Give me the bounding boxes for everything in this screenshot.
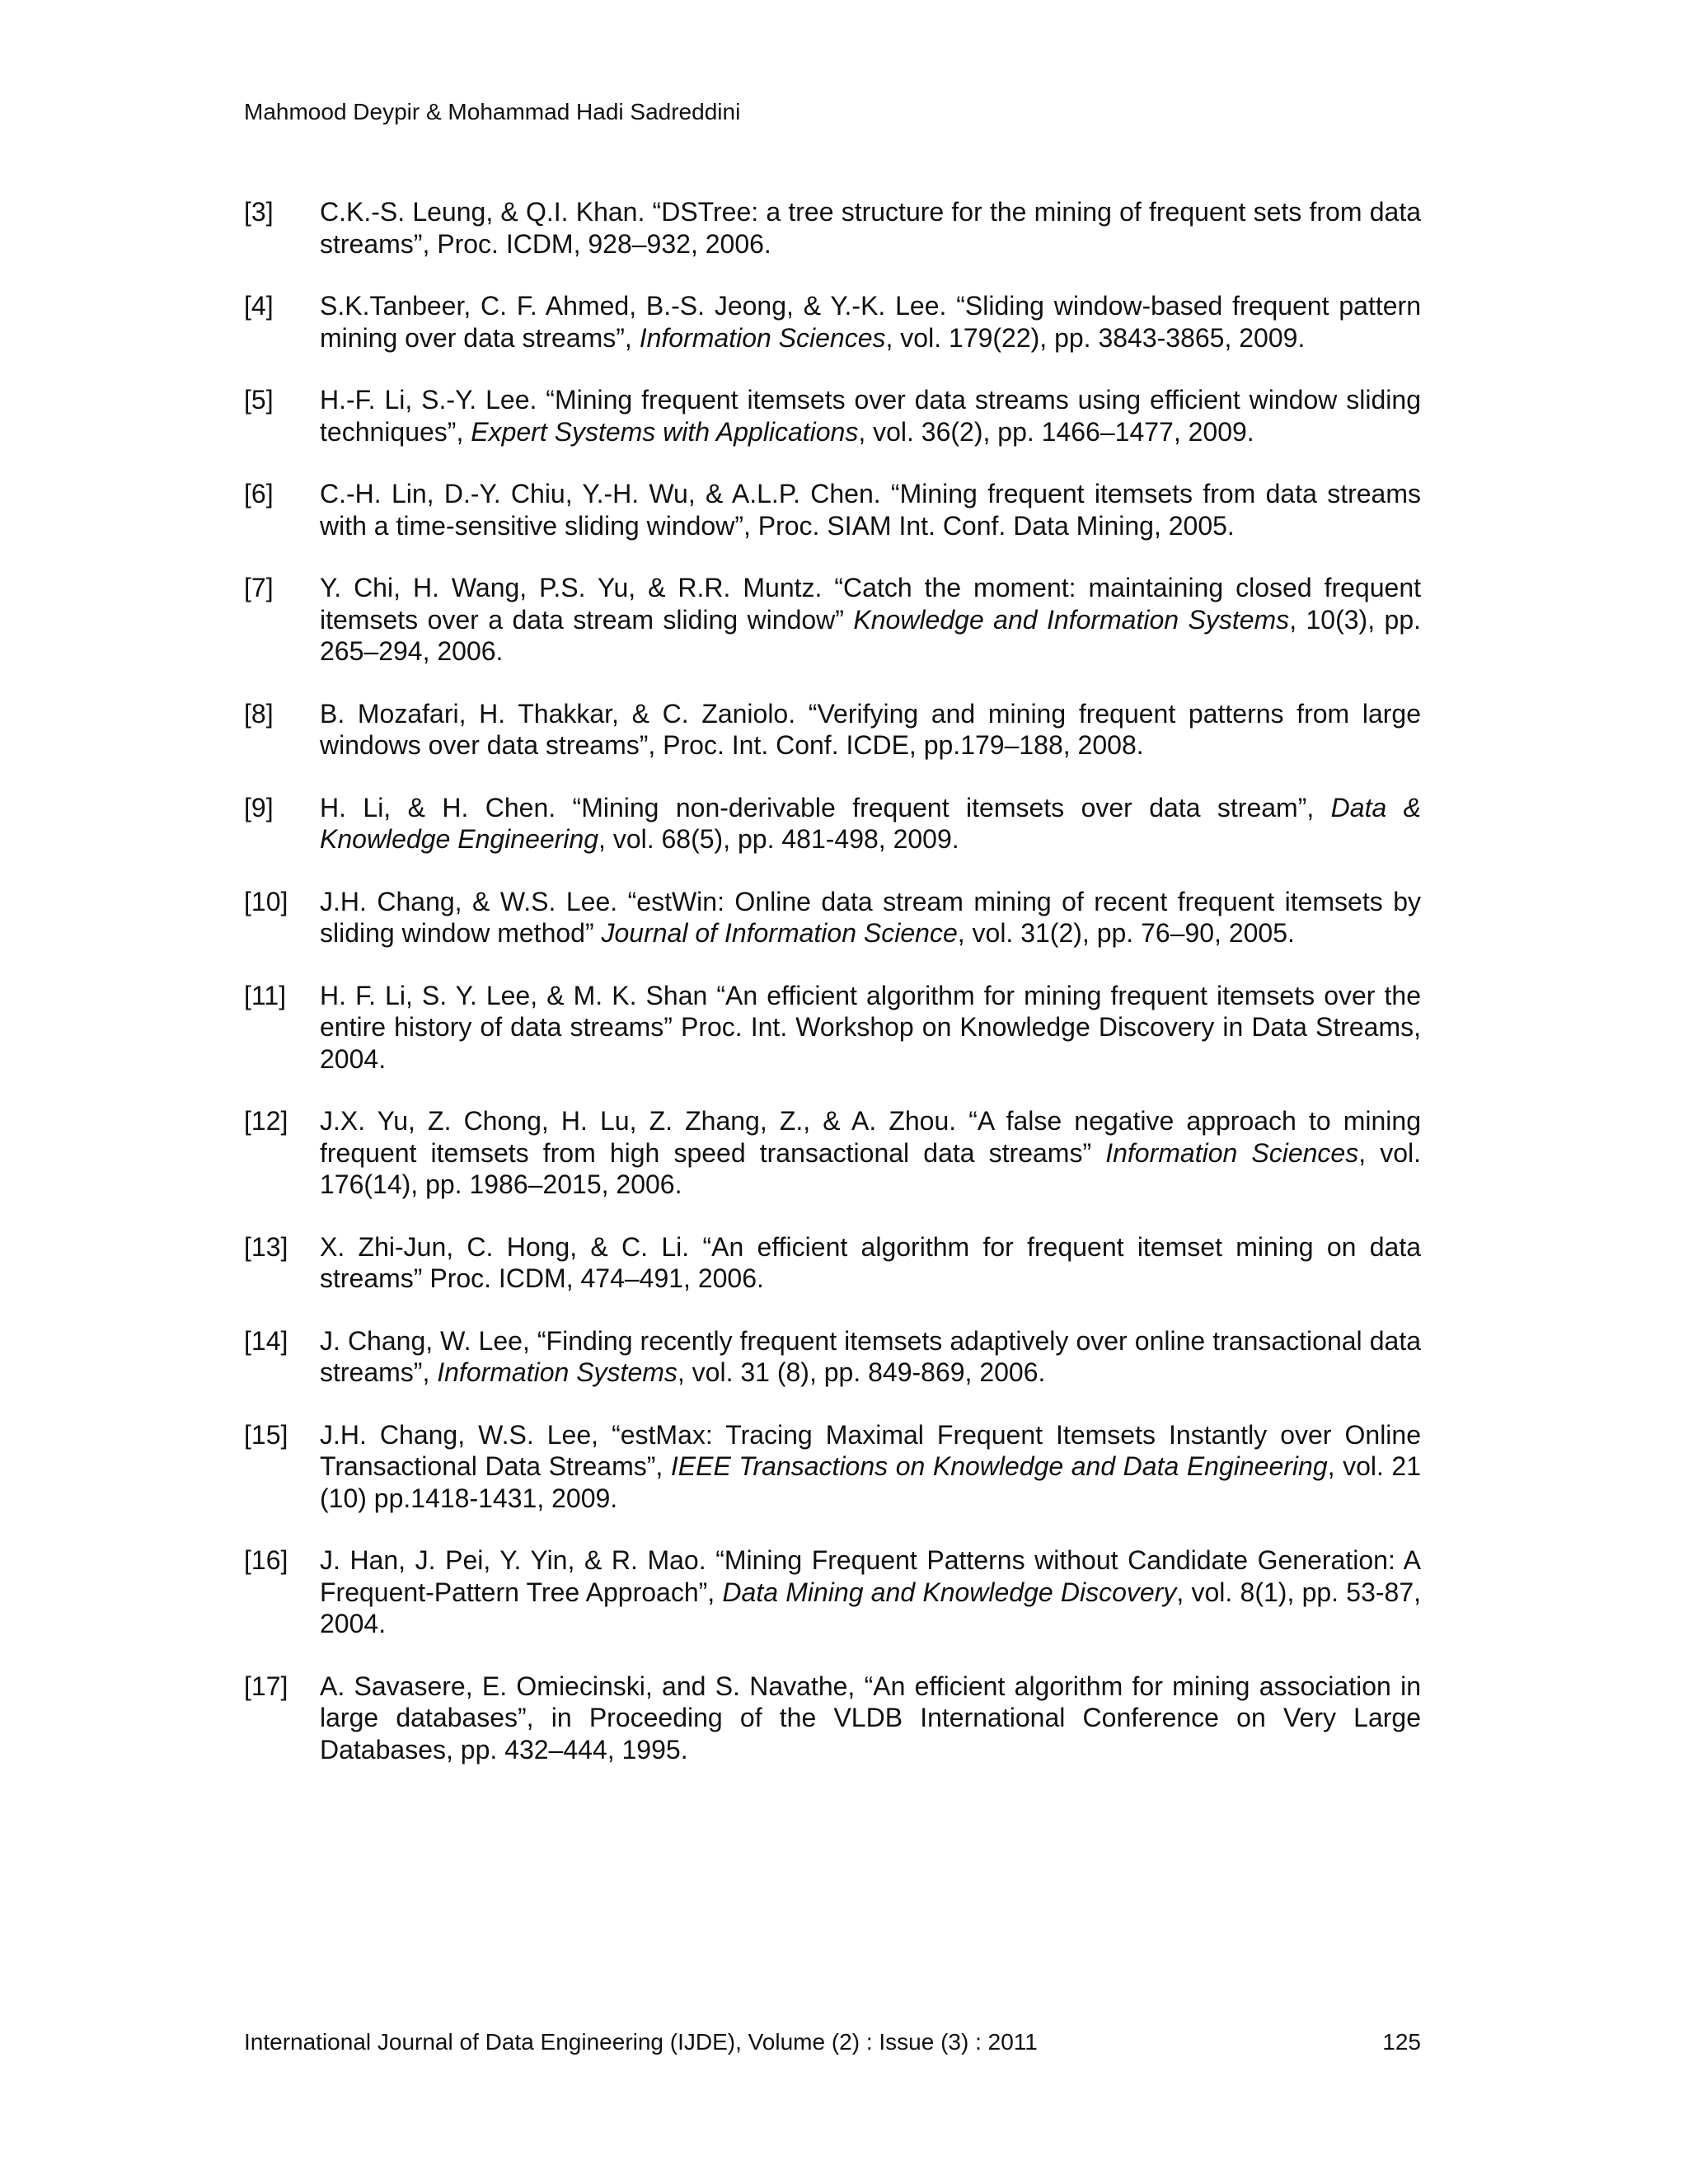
reference-item xyxy=(244,1544,1421,1640)
reference-text-segment: , vol. 68(5), pp. 481-498, 2009. xyxy=(598,824,959,854)
reference-text xyxy=(320,1545,1421,1638)
reference-text xyxy=(320,1420,1421,1513)
reference-text xyxy=(320,385,1421,447)
reference-number: [6] xyxy=(244,479,274,509)
reference-text-segment: H. Li, & H. Chen. “Mining non-derivable frequent itemsets over data stream”, xyxy=(320,792,1331,823)
reference-number: [5] xyxy=(244,385,274,415)
reference-text xyxy=(320,793,1421,855)
reference-item xyxy=(244,478,1421,541)
reference-text xyxy=(320,699,1421,761)
reference-number: [13] xyxy=(244,1231,288,1262)
reference-text-segment: J.H. Chang, W.S. Lee, “estMax: Tracing Maximal Frequent Itemsets Instantly over Online Transactional Data Streams”, xyxy=(320,1419,1421,1481)
reference-text xyxy=(320,479,1421,541)
reference-number: [8] xyxy=(244,698,274,729)
reference-text-segment: J. Chang, W. Lee, “Finding recently frequent itemsets adaptively over online transactional data streams”, xyxy=(320,1325,1421,1387)
reference-venue-italic: Information Sciences xyxy=(639,322,886,353)
reference-text xyxy=(320,887,1421,949)
reference-text-segment: X. Zhi-Jun, C. Hong, & C. Li. “An efficient algorithm for frequent itemset mining on data streams” Proc. ICDM, 474–491, 2006. xyxy=(320,1231,1421,1293)
reference-number: [12] xyxy=(244,1106,288,1136)
reference-text-segment: J. Han, J. Pei, Y. Yin, & R. Mao. “Mining Frequent Patterns without Candidate Generation: A Frequent-Pattern Tree Approach”, xyxy=(320,1545,1421,1607)
reference-item xyxy=(244,196,1421,260)
reference-text-segment: , vol. 21 (10) pp.1418-1431, 2009. xyxy=(320,1451,1422,1513)
reference-text-segment: H.-F. Li, S.-Y. Lee. “Mining frequent itemsets over data streams using efficient window sliding techniques”, xyxy=(320,385,1421,447)
reference-item xyxy=(244,698,1421,762)
reference-text xyxy=(320,1326,1421,1388)
reference-venue-italic: Knowledge and Information Systems xyxy=(853,604,1290,635)
reference-item xyxy=(244,1231,1421,1295)
footer-journal-citation: International Journal of Data Engineering (IJDE), Volume (2) : Issue (3) : 2011 xyxy=(244,2029,1038,2055)
reference-text-segment: , vol. 31 (8), pp. 849-869, 2006. xyxy=(677,1357,1046,1387)
reference-text xyxy=(320,197,1421,259)
reference-item xyxy=(244,384,1421,448)
reference-text-segment: J.H. Chang, & W.S. Lee. “estWin: Online data stream mining of recent frequent itemsets by sliding window method” xyxy=(320,886,1421,948)
reference-item xyxy=(244,1671,1421,1766)
reference-text-segment: J.X. Yu, Z. Chong, H. Lu, Z. Zhang, Z., & A. Zhou. “A false negative approach to mining frequent itemsets from high speed transactional data streams” xyxy=(320,1106,1421,1168)
reference-venue-italic: IEEE Transactions on Knowledge and Data Engineering xyxy=(670,1451,1328,1481)
reference-venue-italic: Data Mining and Knowledge Discovery xyxy=(722,1577,1177,1607)
reference-text xyxy=(320,573,1421,666)
reference-text xyxy=(320,1671,1421,1765)
reference-text-segment: , vol. 31(2), pp. 76–90, 2005. xyxy=(957,918,1295,948)
reference-item xyxy=(244,792,1421,855)
reference-text-segment: , vol. 36(2), pp. 1466–1477, 2009. xyxy=(858,416,1254,447)
reference-list xyxy=(244,196,1421,1796)
reference-text-segment: C.-H. Lin, D.-Y. Chiu, Y.-H. Wu, & A.L.P. Chen. “Mining frequent itemsets from data streams with a time-sensitive sliding window”, Proc. SIAM Int. Conf. Data Mining, 2005. xyxy=(320,479,1421,541)
reference-venue-italic: Information Sciences xyxy=(1105,1137,1359,1168)
reference-number: [4] xyxy=(244,291,274,321)
reference-venue-italic: Expert Systems with Applications xyxy=(471,416,859,447)
page-number: 125 xyxy=(1382,2029,1421,2055)
reference-venue-italic: Information Systems xyxy=(437,1357,678,1387)
reference-number: [9] xyxy=(244,792,274,823)
reference-text-segment: H. F. Li, S. Y. Lee, & M. K. Shan “An efficient algorithm for mining frequent itemsets over the entire history of data streams” Proc. Int. Workshop on Knowledge Discovery in Data Streams, 2004. xyxy=(320,980,1421,1074)
reference-number: [14] xyxy=(244,1325,288,1356)
reference-text xyxy=(320,1106,1421,1199)
running-header-authors: Mahmood Deypir & Mohammad Hadi Sadreddini xyxy=(244,99,741,124)
reference-text-segment: , vol. 8(1), pp. 53-87, 2004. xyxy=(320,1577,1422,1638)
reference-item xyxy=(244,980,1421,1076)
reference-text-segment: , 10(3), pp. 265–294, 2006. xyxy=(320,604,1422,666)
reference-number: [17] xyxy=(244,1671,288,1701)
reference-number: [15] xyxy=(244,1419,288,1450)
reference-text-segment: C.K.-S. Leung, & Q.I. Khan. “DSTree: a tree structure for the mining of frequent sets from data streams”, Proc. ICDM, 928–932, 2006. xyxy=(320,197,1421,259)
reference-item xyxy=(244,572,1421,668)
reference-text-segment: S.K.Tanbeer, C. F. Ahmed, B.-S. Jeong, & Y.-K. Lee. “Sliding window-based frequent pattern mining over data streams”, xyxy=(320,291,1421,353)
reference-item xyxy=(244,1325,1421,1389)
reference-item xyxy=(244,886,1421,949)
reference-text-segment: , vol. 176(14), pp. 1986–2015, 2006. xyxy=(320,1137,1422,1199)
reference-number: [10] xyxy=(244,886,288,916)
reference-number: [16] xyxy=(244,1545,288,1575)
reference-item xyxy=(244,290,1421,354)
reference-venue-italic: Data & Knowledge Engineering xyxy=(320,792,1422,854)
reference-number: [3] xyxy=(244,197,274,227)
reference-number: [7] xyxy=(244,573,274,602)
reference-text xyxy=(320,291,1421,353)
reference-item xyxy=(244,1105,1421,1201)
reference-text-segment: B. Mozafari, H. Thakkar, & C. Zaniolo. “Verifying and mining frequent patterns from large windows over data streams”, Proc. Int. Conf. ICDE, pp.179–188, 2008. xyxy=(320,698,1421,760)
reference-venue-italic: Journal of Information Science xyxy=(601,918,958,948)
reference-number: [11] xyxy=(244,980,286,1010)
reference-text-segment: Y. Chi, H. Wang, P.S. Yu, & R.R. Muntz. “Catch the moment: maintaining closed frequent itemsets over a data stream sliding window” xyxy=(320,573,1421,635)
reference-text xyxy=(320,1232,1421,1294)
reference-text-segment: A. Savasere, E. Omiecinski, and S. Navathe, “An efficient algorithm for mining association in large databases”, in Proceeding of the VLDB International Conference on Very Large Databases, pp. 432–444, 1995. xyxy=(320,1671,1421,1765)
reference-text xyxy=(320,981,1421,1074)
reference-item xyxy=(244,1419,1421,1515)
reference-text-segment: , vol. 179(22), pp. 3843-3865, 2009. xyxy=(885,322,1306,353)
